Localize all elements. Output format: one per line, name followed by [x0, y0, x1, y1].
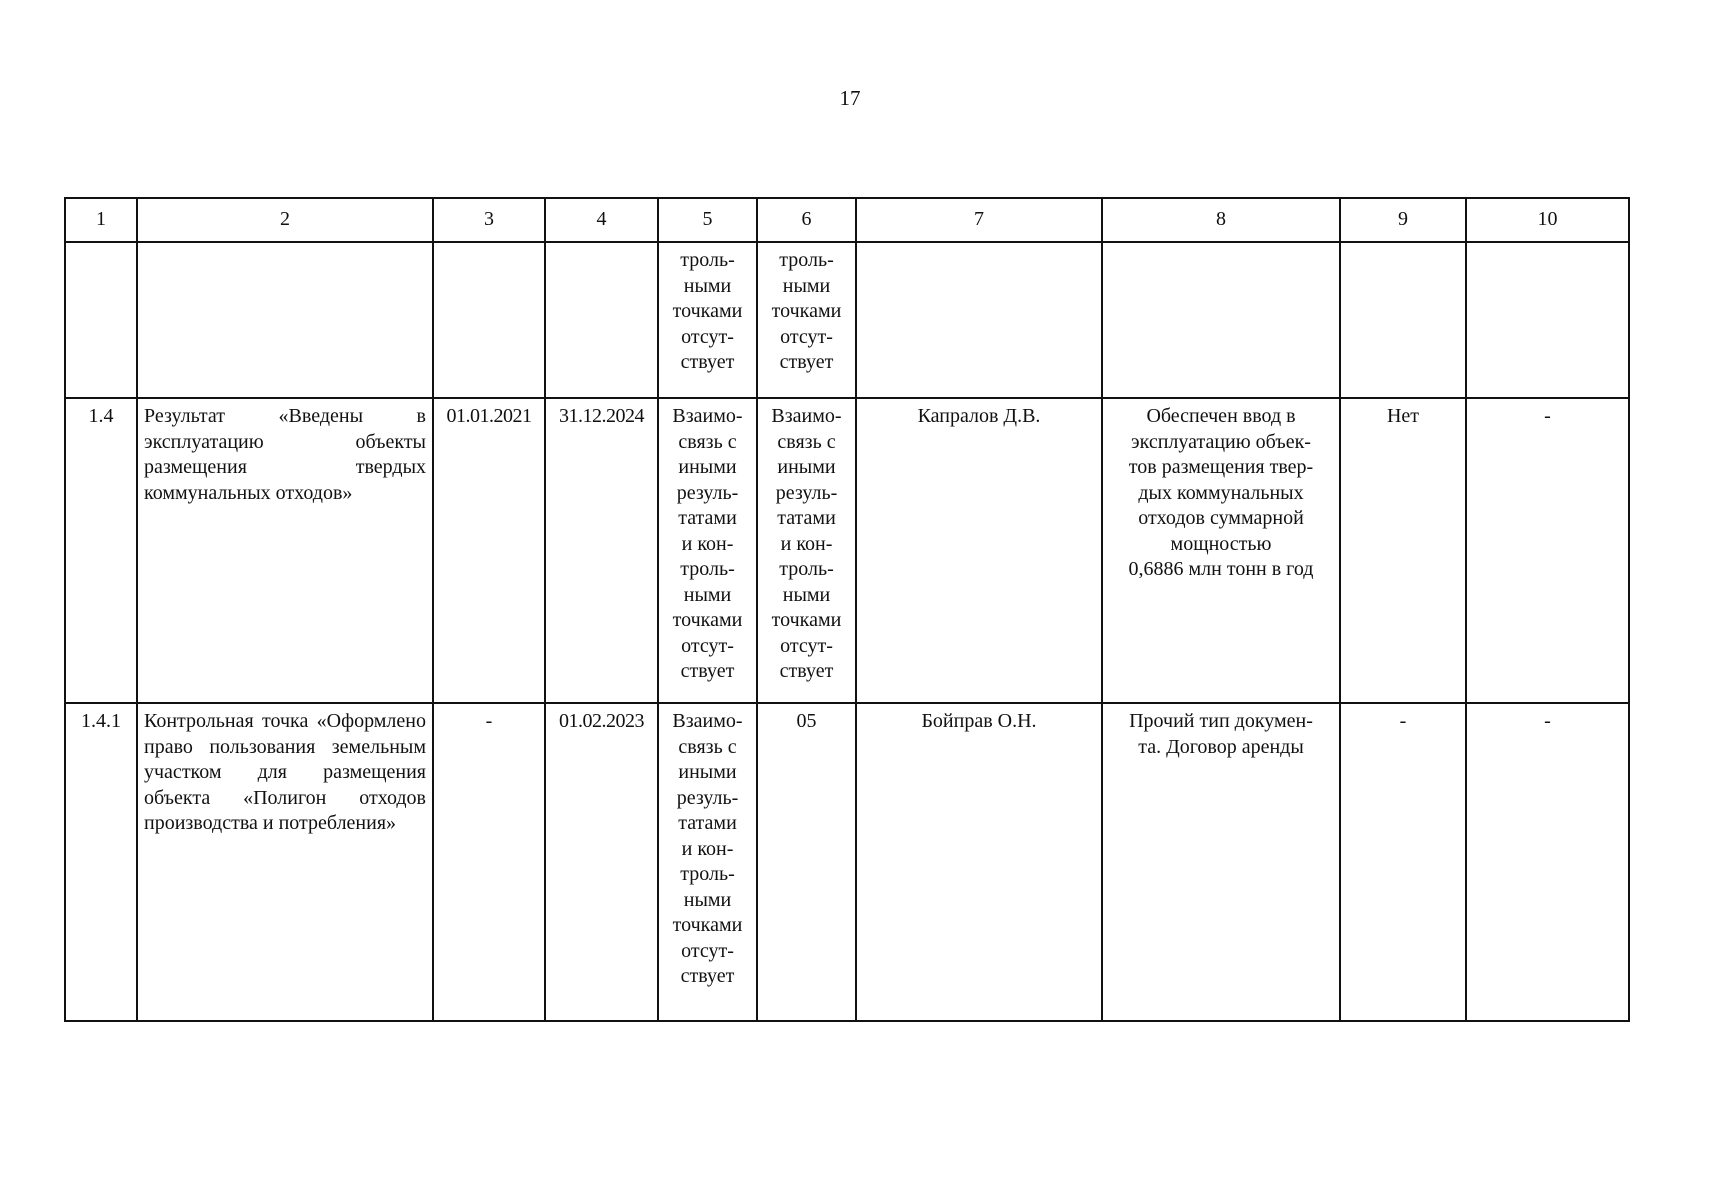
- cell-end-date: [545, 242, 658, 398]
- cell-line: иными: [678, 761, 737, 783]
- cell-col10: -: [1466, 398, 1629, 703]
- cell-line: ными: [782, 274, 831, 297]
- cell-line: и кон-: [780, 532, 833, 555]
- cell-number: [65, 242, 137, 398]
- cell-line: резуль-: [676, 481, 739, 504]
- cell-responsible: Капралов Д.В.: [856, 398, 1102, 703]
- cell-line: Взаимо-: [771, 405, 842, 427]
- results-table: [64, 197, 1630, 1022]
- cell-start-date: 01.01.2021: [433, 398, 545, 703]
- cell-line: отсут-: [681, 939, 734, 962]
- cell-relation-6: [757, 398, 856, 703]
- cell-description: [1102, 398, 1340, 703]
- cell-line: отсут-: [780, 634, 833, 657]
- cell-line: и кон-: [681, 532, 734, 555]
- cell-name: [137, 242, 433, 398]
- cell-col9: Нет: [1340, 398, 1466, 703]
- cell-line: троль-: [779, 558, 834, 580]
- header-cell-9: 9: [1340, 198, 1466, 242]
- cell-end-date: 31.12.2024: [545, 398, 658, 703]
- header-row: [65, 198, 1629, 242]
- cell-line: отходов суммарной: [1138, 507, 1304, 529]
- cell-line: связь с: [678, 430, 737, 453]
- cell-relation-5: [658, 398, 757, 703]
- cell-line: точками: [771, 300, 842, 322]
- cell-relation-5: [658, 242, 757, 398]
- cell-line: Прочий тип докумен-: [1129, 710, 1313, 732]
- cell-start-date: -: [433, 703, 545, 1021]
- cell-end-date: 01.02.2023: [545, 703, 658, 1021]
- cell-line: ствует: [680, 660, 735, 682]
- header-cell-2: 2: [137, 198, 433, 242]
- header-cell-5: 5: [658, 198, 757, 242]
- cell-line: Обеспечен ввод в: [1146, 405, 1296, 427]
- cell-line: Взаимо-: [672, 710, 743, 732]
- cell-line: троль-: [680, 558, 735, 580]
- cell-name: Контрольная точка «Оформлено право пользования земельным участком для размещения объекта «Полигон отходов производства и потребления»: [137, 703, 433, 1021]
- cell-col9: [1340, 242, 1466, 398]
- header-cell-10: 10: [1466, 198, 1629, 242]
- cell-start-date: [433, 242, 545, 398]
- cell-line: татами: [678, 812, 737, 834]
- table-row: [65, 242, 1629, 398]
- cell-line: ствует: [680, 351, 735, 373]
- cell-line: ными: [683, 274, 732, 297]
- cell-line: тов размещения твер-: [1128, 456, 1314, 478]
- page-number: 17: [839, 86, 861, 110]
- cell-line: иными: [777, 456, 836, 478]
- cell-line: резуль-: [676, 786, 739, 809]
- cell-line: ными: [683, 583, 732, 606]
- cell-col10: -: [1466, 703, 1629, 1021]
- header-cell-1: 1: [65, 198, 137, 242]
- cell-line: точками: [672, 914, 743, 936]
- cell-line: троль-: [680, 863, 735, 885]
- cell-responsible: [856, 242, 1102, 398]
- cell-line: отсут-: [681, 325, 734, 348]
- cell-line: мощностью: [1170, 532, 1272, 555]
- cell-number: 1.4: [65, 398, 137, 703]
- cell-name: Результат «Введены в эксплуатацию объекты размещения твердых коммунальных отходов»: [137, 398, 433, 703]
- cell-line: иными: [678, 456, 737, 478]
- table-row: [65, 398, 1629, 703]
- cell-line: ствует: [680, 965, 735, 987]
- cell-line: связь с: [777, 430, 836, 453]
- cell-description: [1102, 703, 1340, 1021]
- cell-line: ными: [782, 583, 831, 606]
- cell-responsible: Бойправ О.Н.: [856, 703, 1102, 1021]
- cell-line: троль-: [779, 249, 834, 271]
- cell-relation-6: 05: [757, 703, 856, 1021]
- cell-col10: [1466, 242, 1629, 398]
- cell-line: ными: [683, 888, 732, 911]
- cell-line: татами: [678, 507, 737, 529]
- cell-line: дых коммунальных: [1138, 481, 1304, 504]
- cell-line: эксплуатацию объек-: [1131, 430, 1311, 453]
- cell-line: ствует: [779, 660, 834, 682]
- cell-line: резуль-: [775, 481, 838, 504]
- cell-line: точками: [672, 609, 743, 631]
- cell-relation-6: [757, 242, 856, 398]
- cell-line: точками: [672, 300, 743, 322]
- cell-number: 1.4.1: [65, 703, 137, 1021]
- cell-line: та. Договор аренды: [1138, 735, 1304, 758]
- cell-line: татами: [777, 507, 836, 529]
- header-cell-4: 4: [545, 198, 658, 242]
- cell-line: отсут-: [780, 325, 833, 348]
- cell-relation-5: [658, 703, 757, 1021]
- cell-line: связь с: [678, 735, 737, 758]
- cell-line: троль-: [680, 249, 735, 271]
- cell-line: ствует: [779, 351, 834, 373]
- cell-description: [1102, 242, 1340, 398]
- cell-line: отсут-: [681, 634, 734, 657]
- cell-line: 0,6886 млн тонн в год: [1128, 558, 1314, 580]
- header-cell-3: 3: [433, 198, 545, 242]
- cell-col9: -: [1340, 703, 1466, 1021]
- header-cell-6: 6: [757, 198, 856, 242]
- header-cell-8: 8: [1102, 198, 1340, 242]
- cell-line: и кон-: [681, 837, 734, 860]
- table-row: [65, 703, 1629, 1021]
- cell-line: Взаимо-: [672, 405, 743, 427]
- cell-line: точками: [771, 609, 842, 631]
- header-cell-7: 7: [856, 198, 1102, 242]
